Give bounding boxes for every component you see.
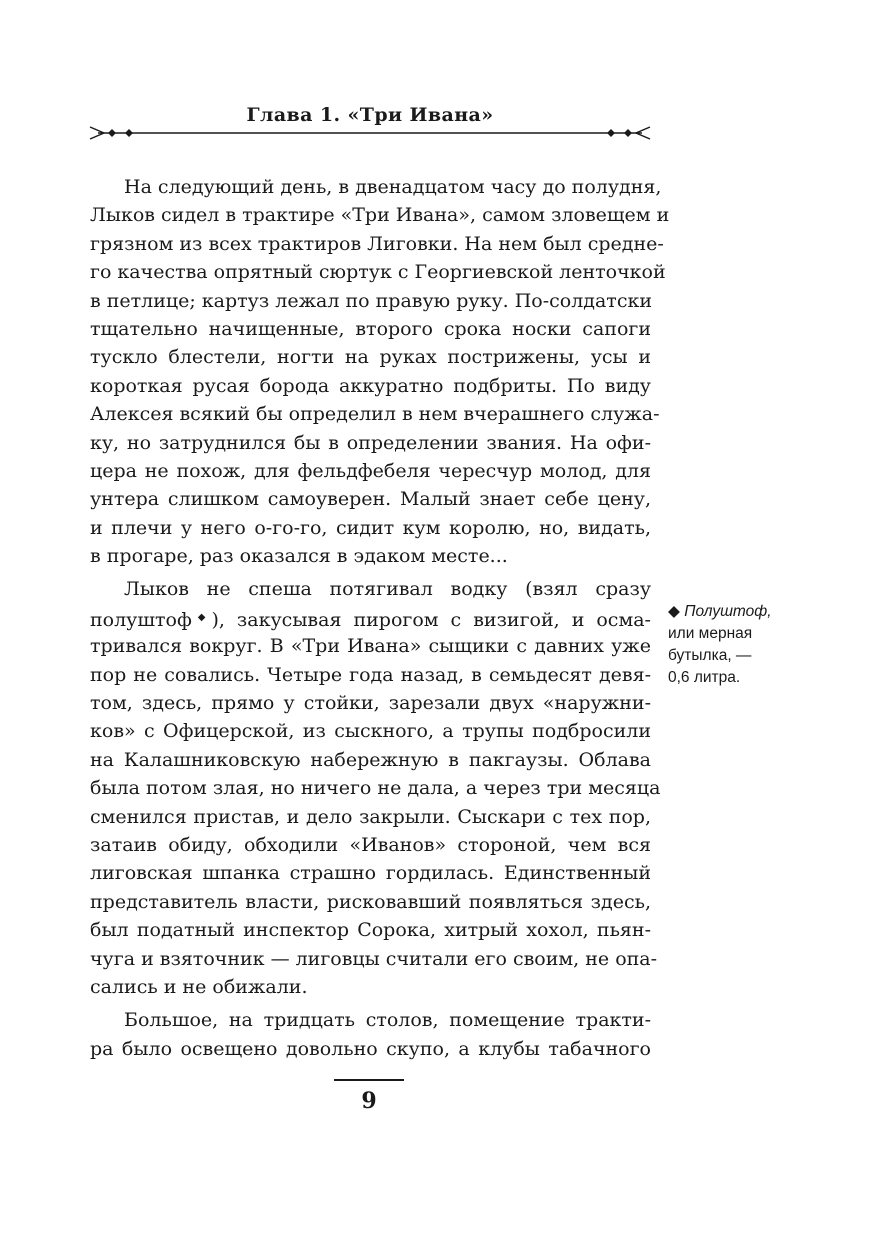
text-line: цера не похож, для фельдфебеля чересчур молод, для [90, 459, 651, 482]
chapter-title: Глава 1. «Три Ивана» [246, 104, 494, 126]
text-line: чуга и взяточник — лиговцы считали его своим, не опа- [90, 947, 658, 970]
text-line-with-footnote [90, 604, 651, 632]
text-line: На следующий день, в двенадцатом часу до полудня, [124, 176, 662, 198]
text-line: и плечи у него о-го-го, сидит кум королю, но, видать, [90, 516, 651, 539]
paragraph-1 [90, 173, 670, 570]
text-line: ра было освещено довольно скупо, а клубы табачного [90, 1037, 651, 1060]
sidenote-marker: ◆ [668, 603, 680, 620]
text-line: Лыков не спеша потягивал водку (взял сразу [124, 578, 651, 601]
sidenote-term: Полуштоф, [684, 603, 772, 620]
text-line: тривался вокруг. В «Три Ивана» сыщики с давних уже [90, 635, 651, 658]
sidenote-line: или мерная [668, 625, 753, 642]
text-line: сались и не обижали. [90, 975, 308, 998]
text-line: представитель власти, рисковавший появляться здесь, [90, 890, 651, 913]
footnote-marker: ◆ [191, 611, 212, 623]
text-line: ку, но затруднился бы в определении звания. На офи- [90, 431, 651, 454]
text-line: в петлице; картуз лежал по правую руку. По-солдатски [90, 289, 653, 312]
text-line: затаив обиду, обходили «Иванов» стороной, чем вся [90, 833, 651, 856]
text-fragment: ), закусывая пирогом с визигой, и осма- [211, 608, 651, 631]
text-line: в прогаре, раз оказался в эдаком месте... [90, 545, 508, 568]
sidenote-line: 0,6 литра. [668, 669, 741, 686]
text-line: пор не совались. Четыре года назад, в семьдесят девя- [90, 663, 651, 686]
text-line: короткая русая борода аккуратно подбриты. По виду [90, 374, 651, 397]
text-line: Большое, на тридцать столов, помещение тракти- [124, 1009, 651, 1032]
text-line: унтера слишком самоуверен. Малый знает себе цену, [90, 488, 651, 511]
body-text [90, 173, 670, 1063]
text-line: тщательно начищенные, второго срока носки сапоги [90, 317, 651, 340]
text-line: лиговская шпанка страшно гордилась. Единственный [90, 862, 651, 885]
page-number: 9 [361, 1088, 377, 1114]
footer-rule [334, 1079, 404, 1081]
text-line: Алексея всякий бы определил в нем вчерашнего служа- [90, 403, 660, 426]
sidenote [668, 601, 838, 689]
text-line: был податный инспектор Сорока, хитрый хохол, пьян- [90, 919, 651, 942]
text-line: ков» с Офицерской, из сыскного, а трупы подбросили [90, 720, 651, 743]
sidenote-line: бутылка, — [668, 647, 752, 664]
text-line: сменился пристав, и дело закрыли. Сыскари с тех пор, [90, 805, 651, 828]
text-line: го качества опрятный сюртук с Георгиевской ленточкой [90, 261, 666, 284]
footnoted-word: полуштоф [90, 608, 192, 631]
paragraph-3 [90, 1006, 651, 1063]
paragraph-2 [90, 575, 661, 1001]
sidenote-heading [668, 601, 838, 623]
text-line: грязном из всех трактиров Лиговки. На нем был средне- [90, 232, 664, 255]
text-line: была потом злая, но ничего не дала, а через три месяца [90, 777, 661, 800]
header-ornament-rule [88, 124, 652, 142]
text-line: тускло блестели, ногти на руках пострижены, усы и [90, 346, 651, 369]
text-line: том, здесь, прямо у стойки, зарезали двух «наружни- [90, 692, 651, 715]
text-line: Лыков сидел в трактире «Три Ивана», самом зловещем и [90, 204, 670, 227]
text-line: на Калашниковскую набережную в пакгаузы. Облава [90, 748, 651, 771]
